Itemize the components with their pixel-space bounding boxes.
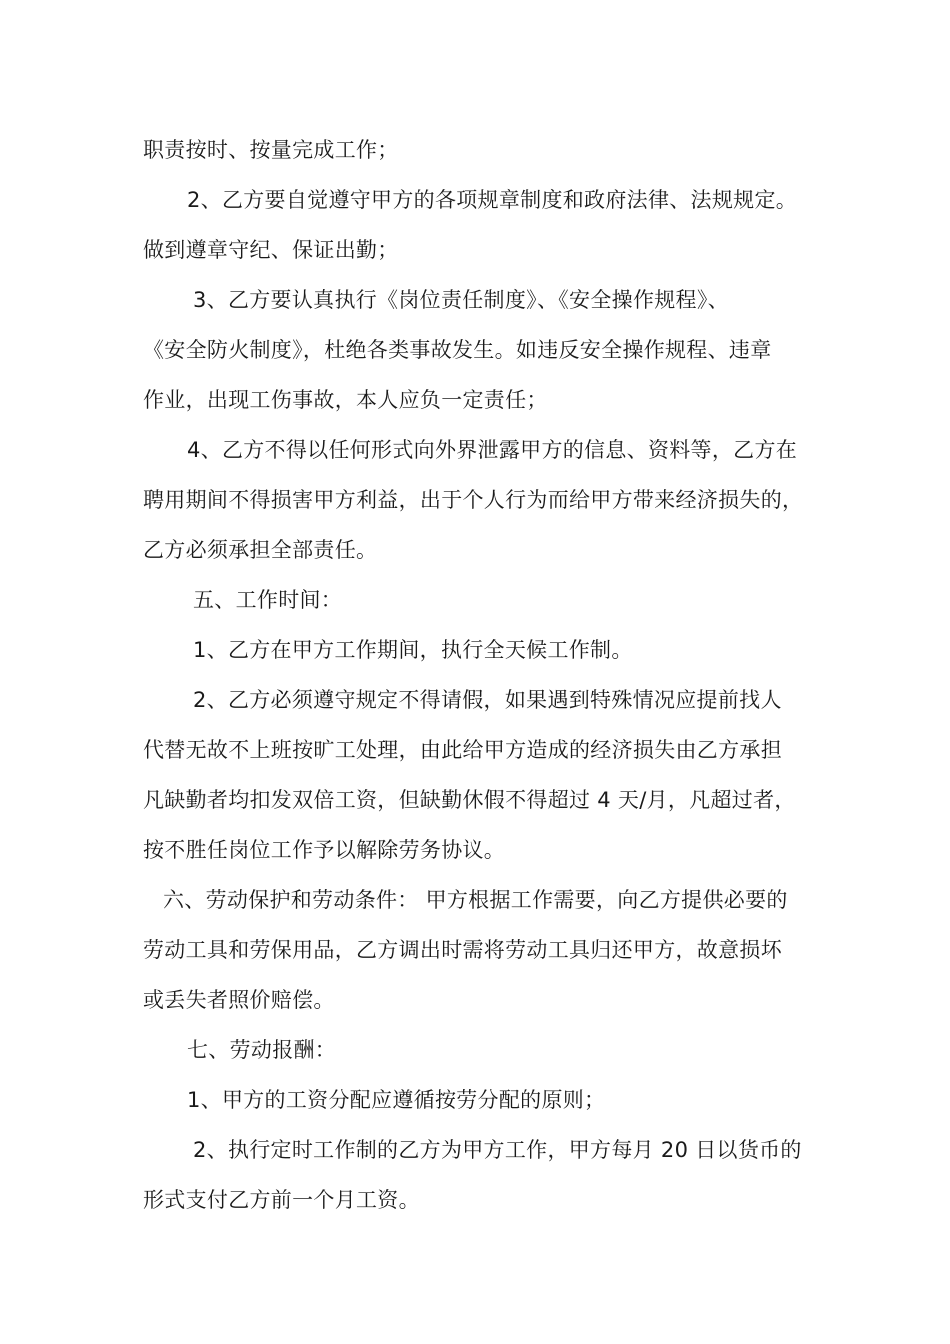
text-line: 《安全防火制度》，杜绝各类事故发生。如违反安全操作规程、违章 (143, 338, 772, 362)
section-heading: 五、工作时间： (193, 588, 343, 612)
text-line: 职责按时、按量完成工作； (143, 138, 399, 162)
section-heading: 七、劳动报酬： (187, 1038, 337, 1062)
section-heading: 六、劳动保护和劳动条件： 甲方根据工作需要，向乙方提供必要的 (163, 888, 788, 912)
text-line: 4、乙方不得以任何形式向外界泄露甲方的信息、资料等，乙方在 (187, 438, 798, 462)
text-line: 或丢失者照价赔偿。 (143, 988, 335, 1012)
text-line: 2、乙方必须遵守规定不得请假，如果遇到特殊情况应提前找人 (193, 688, 782, 712)
text-line: 3、乙方要认真执行《岗位责任制度》、《安全操作规程》、 (193, 288, 729, 312)
text-line: 做到遵章守纪、保证出勤； (143, 238, 399, 262)
text-line: 代替无故不上班按旷工处理，由此给甲方造成的经济损失由乙方承担 (143, 738, 782, 762)
text-line: 1、甲方的工资分配应遵循按劳分配的原则； (187, 1088, 606, 1112)
text-line: 作业，出现工伤事故，本人应负一定责任； (143, 388, 548, 412)
text-line: 2、执行定时工作制的乙方为甲方工作，甲方每月 20 日以货币的 (193, 1138, 802, 1162)
text-line: 2、乙方要自觉遵守甲方的各项规章制度和政府法律、法规规定。 (187, 188, 798, 212)
text-line: 乙方必须承担全部责任。 (143, 538, 378, 562)
text-line: 1、乙方在甲方工作期间，执行全天候工作制。 (193, 638, 633, 662)
text-line: 聘用期间不得损害甲方利益，出于个人行为而给甲方带来经济损失的， (143, 488, 804, 512)
text-line: 形式支付乙方前一个月工资。 (143, 1188, 420, 1212)
text-line: 劳动工具和劳保用品，乙方调出时需将劳动工具归还甲方，故意损坏 (143, 938, 782, 962)
text-line: 按不胜任岗位工作予以解除劳务协议。 (143, 838, 506, 862)
text-line: 凡缺勤者均扣发双倍工资，但缺勤休假不得超过 4 天/月，凡超过者， (143, 788, 796, 812)
